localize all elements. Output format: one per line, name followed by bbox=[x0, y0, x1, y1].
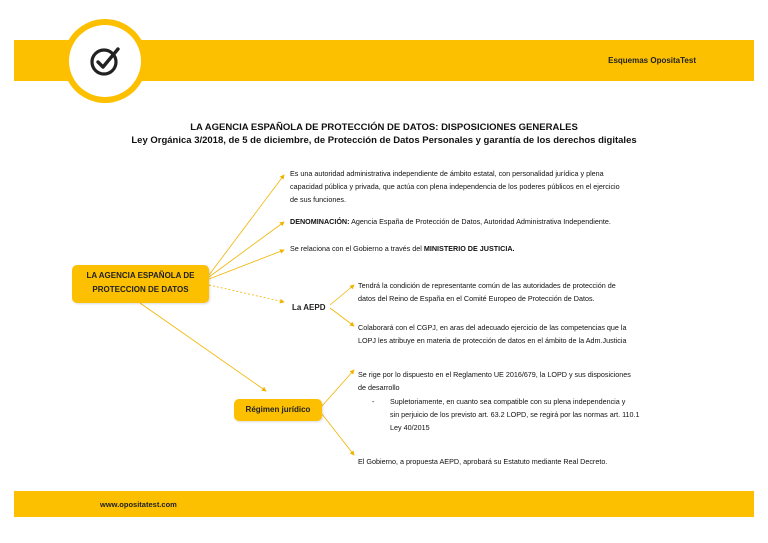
page-title: LA AGENCIA ESPAÑOLA DE PROTECCIÓN DE DATOS: DISPOSICIONES GENERALES bbox=[190, 122, 578, 133]
regimen-juridico-box: Régimen jurídico bbox=[234, 399, 322, 421]
regimen-item1-line2: de desarrollo bbox=[358, 383, 400, 393]
regimen-item-estatuto: El Gobierno, a propuesta AEPD, aprobará su Estatuto mediante Real Decreto. bbox=[358, 457, 608, 466]
aepd-item1-line1: Tendrá la condición de representante común de las autoridades de protección de bbox=[358, 281, 616, 290]
subitem-line2: sin perjuicio de los previsto art. 63.2 LOPD, se regirá por las normas art. 110.1 bbox=[390, 410, 640, 420]
main-topic-line1: LA AGENCIA ESPAÑOLA DE bbox=[86, 271, 195, 280]
regimen-subitem-supletorio bbox=[390, 395, 686, 435]
aepd-item2-line2: LOPJ les atribuye en materia de protección de datos en el ámbito de la Adm.Justicia bbox=[358, 336, 627, 346]
point-ministerio bbox=[290, 242, 690, 255]
denominacion-label: DENOMINACIÓN: bbox=[290, 217, 350, 226]
subitem-line1: Supletoriamente, en cuanto sea compatible con su plena independencia y bbox=[390, 397, 626, 406]
main-topic-box bbox=[72, 265, 209, 303]
ministerio-text: Se relaciona con el Gobierno a través del bbox=[290, 244, 424, 253]
point-autoridad-line1: Es una autoridad administrativa independiente de ámbito estatal, con personalidad jurídica y plena bbox=[290, 169, 604, 178]
ministerio-bold: MINISTERIO DE JUSTICIA. bbox=[423, 244, 515, 253]
regimen-item1-line1: Se rige por lo dispuesto en el Reglamento UE 2016/679, la LOPD y sus disposiciones bbox=[358, 370, 631, 379]
denominacion-text: Agencia España de Protección de Datos, Autoridad Administrativa Independiente. bbox=[349, 217, 611, 226]
subitem-line3: Ley 40/2015 bbox=[390, 423, 430, 433]
point-autoridad-line3: de sus funciones. bbox=[290, 195, 346, 205]
aepd-item1-line2: datos del Reino de España en el Comité Europeo de Protección de Datos. bbox=[358, 294, 595, 304]
main-topic-line2: PROTECCION DE DATOS bbox=[92, 285, 189, 294]
regimen-item-reglamento bbox=[358, 368, 686, 394]
aepd-label: La AEPD bbox=[292, 303, 326, 312]
footer-url[interactable]: www.opositatest.com bbox=[100, 500, 177, 509]
aepd-item-representante bbox=[358, 279, 686, 305]
point-autoridad-line2: capacidad pública y privada, que actúa con plena independencia de los poderes públicos en el ejercicio bbox=[290, 182, 620, 192]
point-denominacion bbox=[290, 215, 700, 228]
point-autoridad bbox=[290, 167, 687, 207]
aepd-item2-line1: Colaborará con el CGPJ, en aras del adecuado ejercicio de las competencias que la bbox=[358, 323, 627, 332]
page-subtitle: Ley Orgánica 3/2018, de 5 de diciembre, de Protección de Datos Personales y garantía de los derechos digitales bbox=[131, 135, 637, 146]
aepd-item-colabora bbox=[358, 321, 686, 347]
bullet-dash: - bbox=[372, 397, 375, 406]
brand-name: Esquemas OpositaTest bbox=[608, 56, 696, 65]
